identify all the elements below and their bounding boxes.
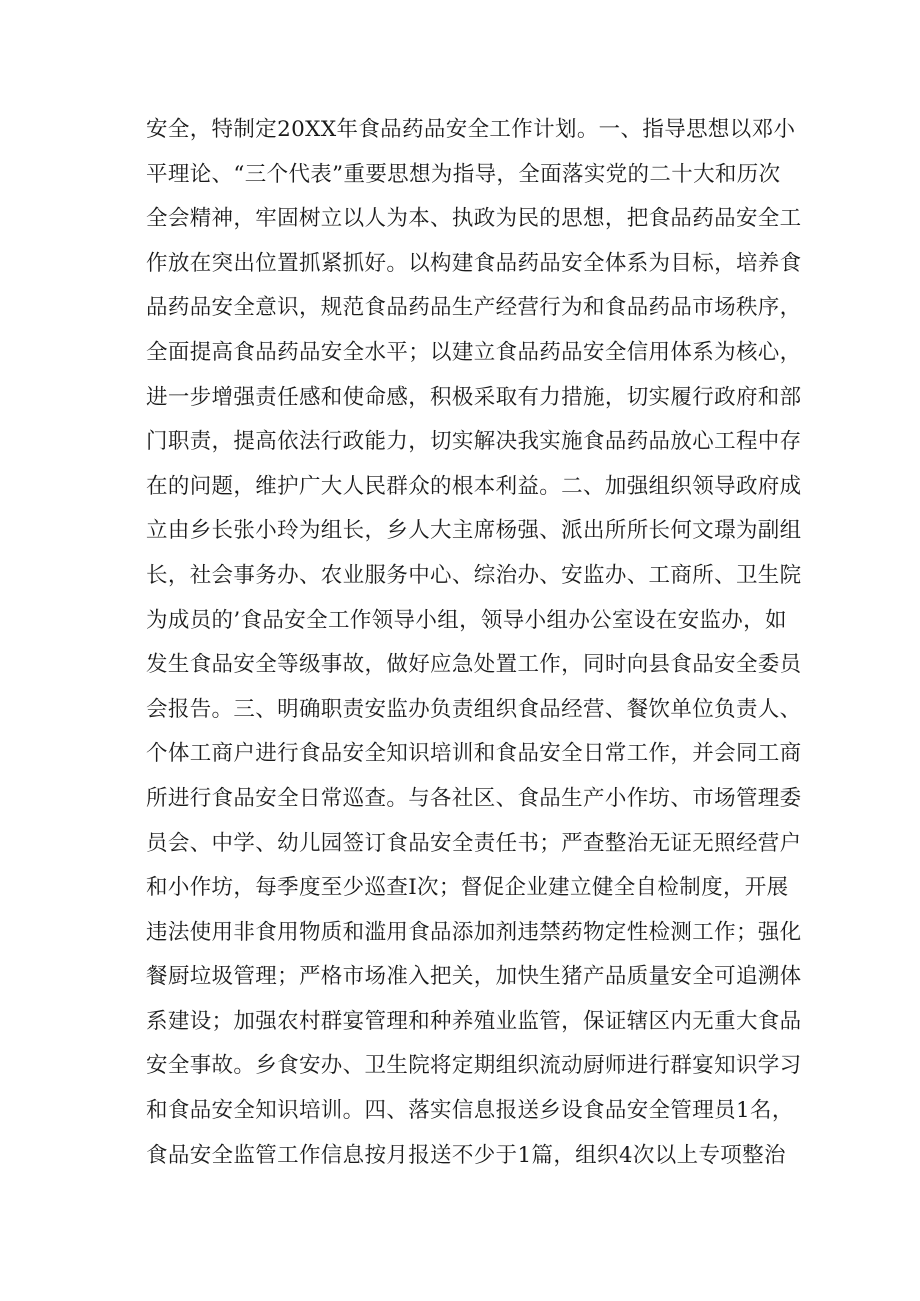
text-line: 进一步增强责任感和使命感，积极采取有力措施，切实履行政府和部 [146, 384, 802, 410]
text-line: 会报告。三、明确职责安监办负责组织食品经营、餐饮单位负责人、 [146, 696, 802, 722]
text-line: 在的问题，维护广大人民群众的根本利益。二、加强组织领导政府成 [146, 473, 802, 499]
text-line: 和小作坊，每季度至少巡查Ⅰ次；督促企业建立健全自检制度，开展 [146, 875, 789, 901]
text-line: 门职责，提高依法行政能力，切实解决我实施食品药品放心工程中存 [146, 429, 802, 455]
text-line: 所进行食品安全日常巡查。与各社区、食品生产小作坊、市场管理委 [146, 785, 802, 811]
text-line: 长，社会事务办、农业服务中心、综治办、安监办、工商所、卫生院 [146, 562, 802, 588]
text-line: 全面提高食品药品安全水平；以建立食品药品安全信用体系为核心， [146, 339, 802, 365]
text-line: 平理论、“三个代表”重要思想为指导，全面落实党的二十大和历次 [146, 161, 781, 187]
text-line: 作放在突出位置抓紧抓好。以构建食品药品安全体系为目标，培养食 [146, 250, 802, 276]
text-line: 违法使用非食用物质和滥用食品添加剂违禁药物定性检测工作；强化 [146, 919, 802, 945]
text-line: 食品安全监管工作信息按月报送不少于1篇，组织4次以上专项整治 [146, 1142, 786, 1168]
text-line: 安全，特制定20XX年食品药品安全工作计划。一、指导思想以邓小 [146, 117, 796, 142]
text-line: 品药品安全意识，规范食品药品生产经营行为和食品药品市场秩序， [146, 295, 802, 321]
text-line: 立由乡长张小玲为组长，乡人大主席杨强、派出所所长何文璟为副组 [146, 518, 802, 544]
text-line: 和食品安全知识培训。四、落实信息报送乡设食品安全管理员1名， [146, 1098, 794, 1124]
text-line: 为成员的’食品安全工作领导小组，领导小组办公室设在安监办，如 [146, 607, 787, 633]
body-text [146, 108, 806, 1178]
text-line: 个体工商户进行食品安全知识培训和食品安全日常工作，并会同工商 [146, 741, 802, 767]
text-line: 餐厨垃圾管理；严格市场准入把关，加快生猪产品质量安全可追溯体 [146, 964, 802, 990]
text-line: 员会、中学、幼儿园签订食品安全责任书；严查整治无证无照经营户 [146, 830, 802, 856]
text-line: 系建设；加强农村群宴管理和种养殖业监管，保证辖区内无重大食品 [146, 1008, 802, 1034]
text-line: 发生食品安全等级事故，做好应急处置工作，同时向县食品安全委员 [146, 652, 802, 678]
text-line: 安全事故。乡食安办、卫生院将定期组织流动厨师进行群宴知识学习 [146, 1053, 802, 1079]
text-line: 全会精神，牢固树立以人为本、执政为民的思想，把食品药品安全工 [146, 206, 802, 232]
